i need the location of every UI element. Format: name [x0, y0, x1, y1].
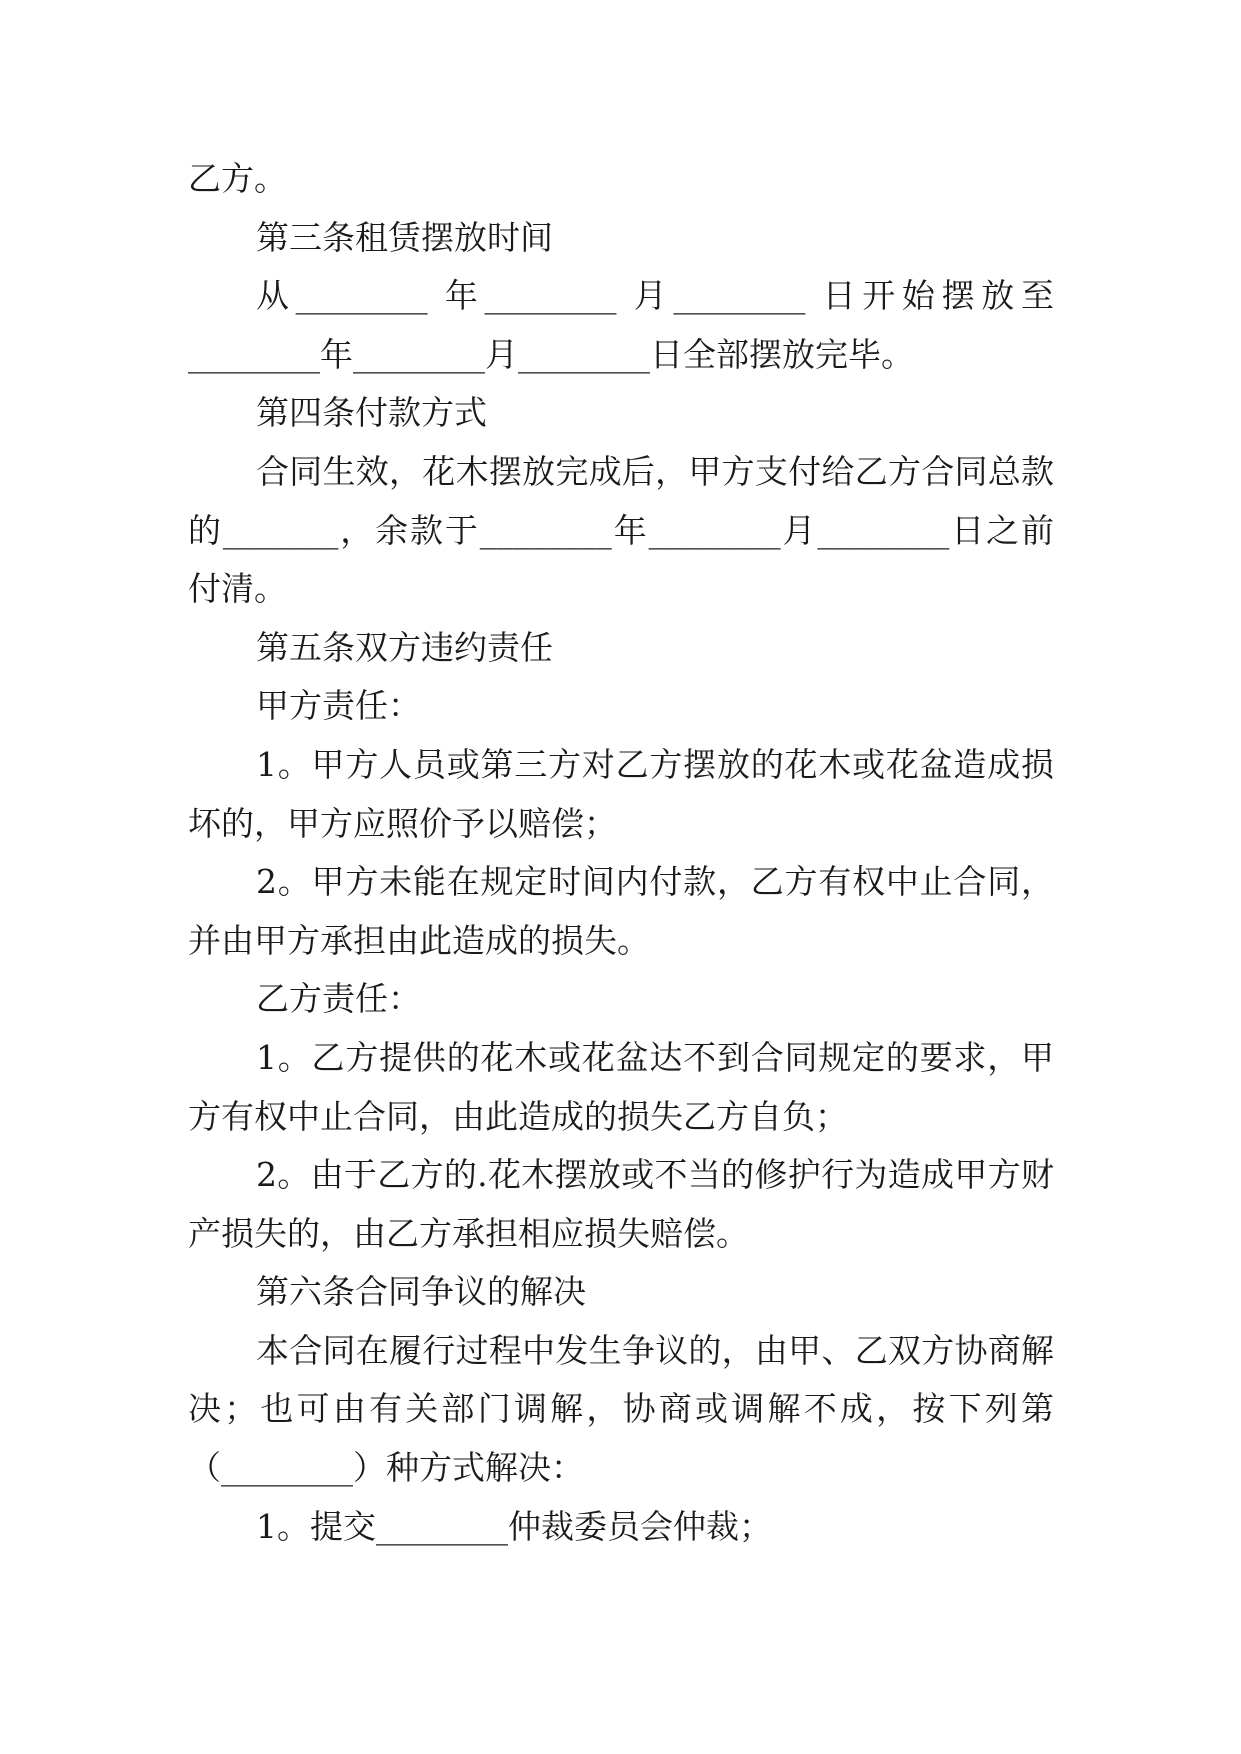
article-body-line: 付清。: [188, 569, 287, 609]
article-body-line: 产损失的，由乙方承担相应损失赔偿。: [188, 1213, 749, 1253]
article-body-line: 本合同在履行过程中发生争议的，由甲、乙双方协商解: [256, 1330, 1054, 1370]
article-body-line: ________年________月________日全部摆放完毕。: [188, 334, 914, 374]
article-body-line: 1。甲方人员或第三方对乙方摆放的花木或花盆造成损: [256, 744, 1054, 784]
article-body-line: 方有权中止合同，由此造成的损失乙方自负；: [188, 1096, 848, 1136]
article-body-line: 2。甲方未能在规定时间内付款，乙方有权中止合同，: [256, 862, 1054, 902]
article-heading: 第五条双方违约责任: [256, 627, 553, 667]
article-body-line: 合同生效，花木摆放完成后，甲方支付给乙方合同总款: [256, 451, 1054, 491]
document-body: [188, 150, 1054, 1556]
article-body-line: 决；也可由有关部门调解，协商或调解不成，按下列第: [188, 1389, 1054, 1429]
article-heading: 第三条租赁摆放时间: [256, 217, 553, 257]
liability-subheading: 甲方责任：: [256, 686, 421, 726]
article-body-line: 从________ 年________ 月________ 日开始摆放至: [256, 276, 1054, 316]
continued-text-line: 乙方。: [188, 159, 287, 198]
article-body-line: 2。由于乙方的.花木摆放或不当的修护行为造成甲方财: [256, 1155, 1054, 1195]
article-body-line: 的_______，余款于________年________月________日之前: [188, 510, 1054, 550]
article-body-line: 1。提交________仲裁委员会仲裁；: [256, 1506, 772, 1546]
article-body-line: （________）种方式解决：: [188, 1448, 584, 1488]
article-body-line: 并由甲方承担由此造成的损失。: [188, 920, 650, 960]
article-heading: 第四条付款方式: [256, 393, 487, 433]
article-body-line: 1。乙方提供的花木或花盆达不到合同规定的要求，甲: [256, 1037, 1054, 1077]
article-heading: 第六条合同争议的解决: [256, 1272, 586, 1312]
article-body-line: 坏的，甲方应照价予以赔偿；: [188, 803, 617, 843]
liability-subheading: 乙方责任：: [256, 979, 421, 1019]
